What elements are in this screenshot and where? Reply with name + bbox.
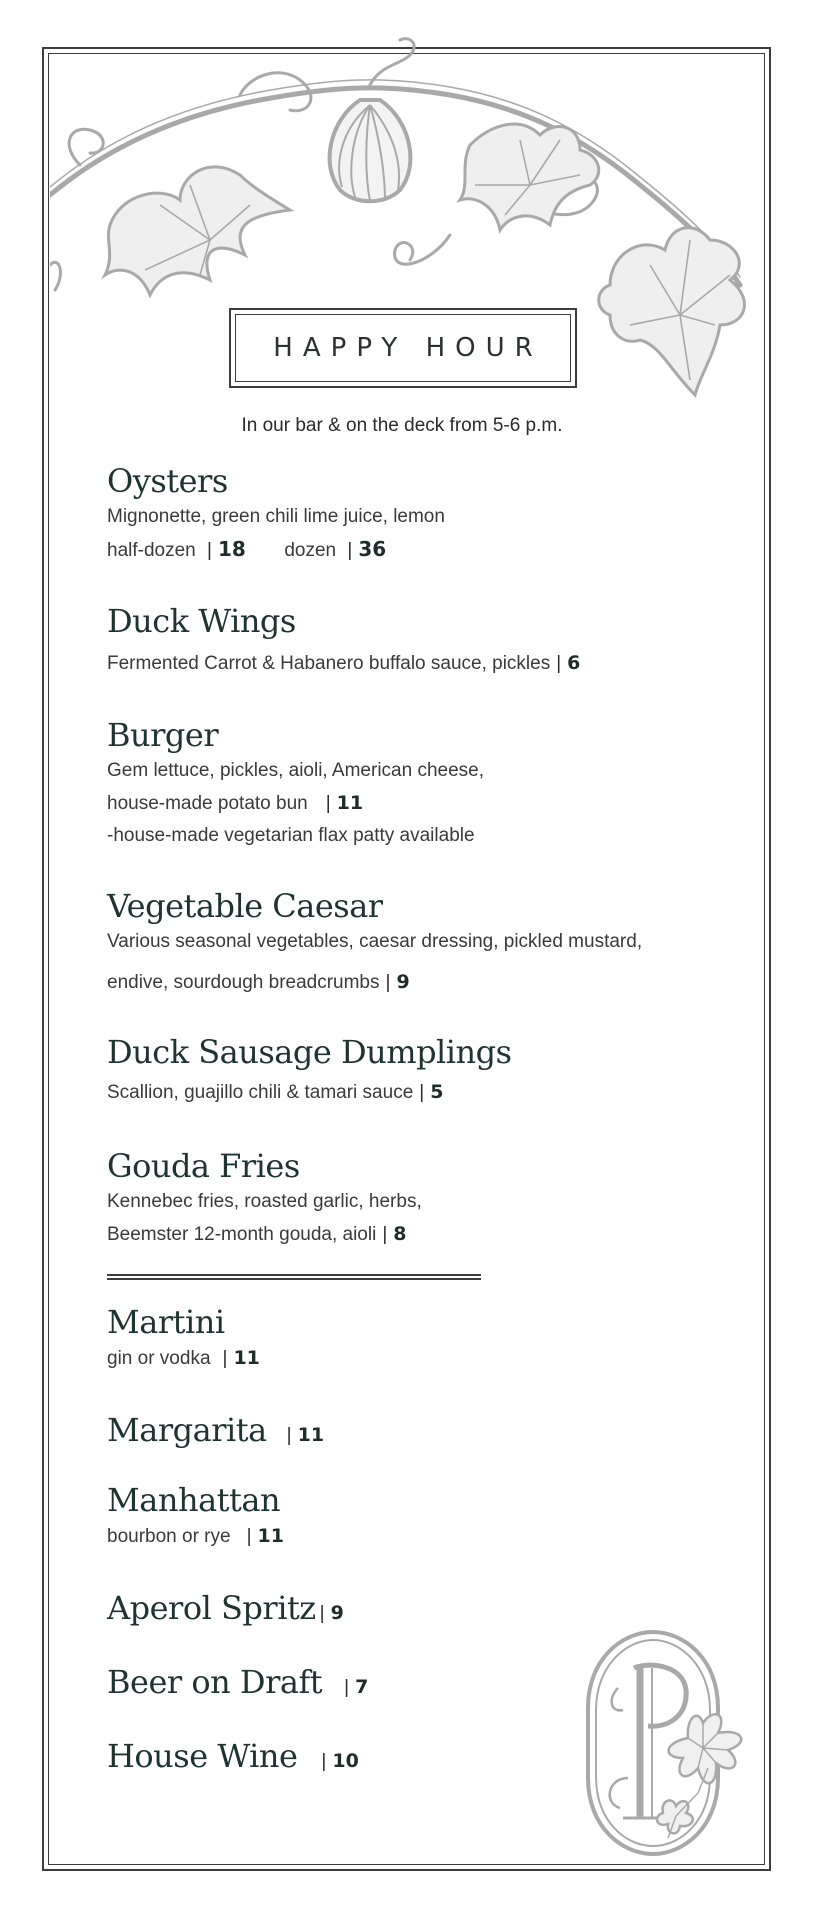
item-name: Burger [107, 716, 219, 754]
item-description: Gem lettuce, pickles, aioli, American cheese, [107, 760, 485, 781]
drink-price: 11 [233, 1347, 260, 1369]
item-name: Oysters [107, 462, 228, 500]
drink-name: Martini [107, 1303, 225, 1341]
separator: | [325, 793, 331, 814]
p-monogram-logo [568, 1628, 758, 1860]
item-name: Duck Sausage Dumplings [107, 1033, 512, 1071]
menu-item-oysters [107, 461, 727, 567]
item-description-line-2 [107, 966, 727, 999]
menu-item-duck-wings [107, 601, 727, 680]
drink-price: 11 [257, 1525, 284, 1547]
hours-subtitle: In our bar & on the deck from 5-6 p.m. [241, 415, 563, 436]
item-description-line-2 [107, 787, 727, 820]
drink-name: Margarita [107, 1411, 267, 1449]
separator: | [246, 1526, 252, 1547]
item-description-text: Scallion, guajillo chili & tamari sauce [107, 1082, 414, 1103]
menu-item-vegetable-caesar [107, 886, 727, 999]
drink-price: 11 [297, 1424, 325, 1446]
drink-price: 7 [355, 1676, 369, 1698]
item-price: 11 [336, 792, 364, 814]
item-description [107, 647, 727, 680]
option-label: half-dozen [107, 540, 196, 561]
drink-item-margarita [107, 1410, 727, 1450]
menu-item-gouda-fries [107, 1146, 727, 1251]
item-description-text: house-made potato bun [107, 793, 308, 814]
option-price: 36 [358, 537, 387, 561]
separator: | [286, 1425, 292, 1446]
item-name: Duck Wings [107, 602, 296, 640]
item-options [107, 533, 727, 567]
item-description: Mignonette, green chili lime juice, lemon [107, 506, 445, 527]
separator: | [207, 540, 212, 561]
separator: | [556, 653, 562, 674]
drink-item-aperol-spritz [107, 1588, 727, 1628]
item-price: 5 [430, 1081, 444, 1103]
drink-description [107, 1342, 727, 1375]
drink-price: 9 [330, 1602, 344, 1624]
title-box [229, 308, 577, 388]
drink-item-martini [107, 1302, 727, 1375]
item-price: 9 [396, 971, 410, 993]
item-description-text: Fermented Carrot & Habanero buffalo sauce, pickles [107, 653, 551, 674]
item-description: Various seasonal vegetables, caesar dressing, pickled mustard, [107, 931, 643, 952]
separator: | [222, 1348, 228, 1369]
drink-name: Aperol Spritz [107, 1589, 316, 1627]
item-description-line-2 [107, 1218, 727, 1251]
menu-item-burger [107, 715, 727, 852]
item-name: Vegetable Caesar [107, 887, 383, 925]
item-note: -house-made vegetarian flax patty available [107, 825, 475, 846]
item-description-text: endive, sourdough breadcrumbs [107, 972, 380, 993]
separator: | [419, 1082, 425, 1103]
item-price: 8 [393, 1223, 407, 1245]
separator: | [319, 1603, 325, 1624]
section-divider [107, 1274, 481, 1280]
item-name: Gouda Fries [107, 1147, 300, 1185]
drink-item-manhattan [107, 1480, 727, 1553]
separator: | [385, 972, 391, 993]
separator: | [382, 1224, 388, 1245]
drink-name: Beer on Draft [107, 1663, 323, 1701]
option-price: 18 [217, 537, 246, 561]
drink-price: 10 [332, 1750, 359, 1772]
item-description-text: Beemster 12-month gouda, aioli [107, 1224, 377, 1245]
separator: | [321, 1751, 327, 1772]
drink-description [107, 1520, 727, 1553]
separator: | [347, 540, 353, 561]
option-label: dozen [284, 540, 337, 561]
separator: | [344, 1677, 350, 1698]
menu-title: HAPPY HOUR [235, 314, 571, 382]
drink-description-text: bourbon or rye [107, 1526, 231, 1547]
item-description [107, 1076, 727, 1109]
drink-name: House Wine [107, 1737, 298, 1775]
drink-description-text: gin or vodka [107, 1348, 211, 1369]
item-price: 6 [567, 652, 581, 674]
item-description: Kennebec fries, roasted garlic, herbs, [107, 1191, 422, 1212]
drink-name: Manhattan [107, 1481, 281, 1519]
menu-item-duck-sausage-dumplings [107, 1032, 727, 1109]
